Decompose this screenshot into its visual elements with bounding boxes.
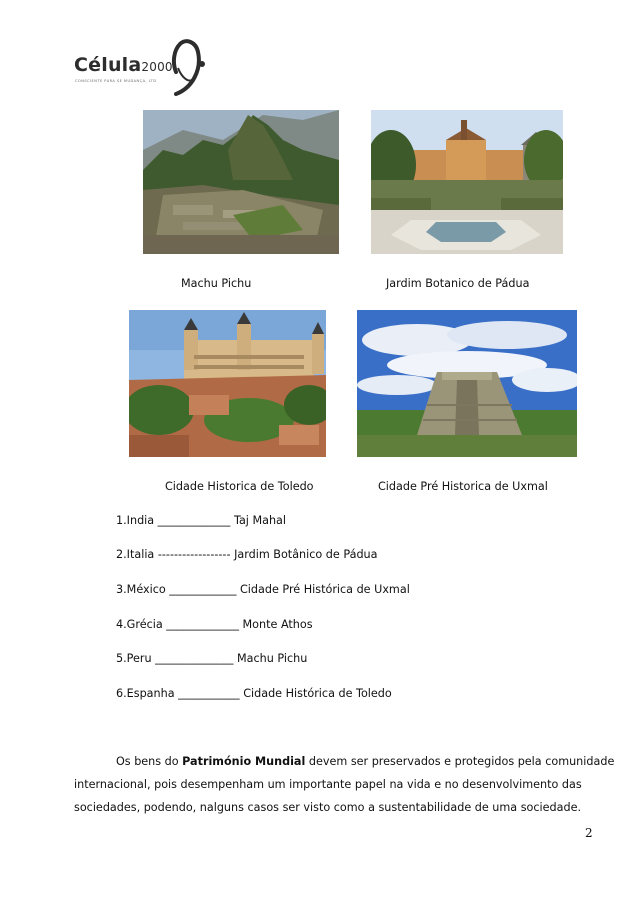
caption-uxmal: Cidade Pré Historica de Uxmal — [378, 480, 548, 493]
list-item: 2.Italia ------------------ Jardim Botânico de Pádua — [116, 548, 378, 561]
list-item: 3.México ____________ Cidade Pré Histórica de Uxmal — [116, 583, 410, 596]
logo-tagline: CONSCIENTE PARA SE MUDANÇA, LTD — [75, 79, 157, 83]
list-item: 5.Peru ______________ Machu Pichu — [116, 652, 308, 665]
list-item: 4.Grécia _____________ Monte Athos — [116, 618, 313, 631]
paragraph-bold-term: Património Mundial — [182, 755, 306, 768]
heritage-paragraph — [74, 750, 615, 819]
list-item: 1.India _____________ Taj Mahal — [116, 514, 287, 527]
caption-machu-pichu: Machu Pichu — [181, 277, 252, 290]
paragraph-line-2: internacional, pois desempenham um importante papel na vida e no desenvolvimento das — [74, 778, 582, 791]
list-item: 6.Espanha ___________ Cidade Histórica de Toledo — [116, 687, 392, 700]
machu-pichu-photo — [143, 110, 339, 254]
logo-wordmark: Célula2000 — [74, 54, 173, 76]
paragraph-line-1: Os bens do Património Mundial devem ser preservados e protegidos pela comunidade — [116, 755, 615, 768]
toledo-photo — [129, 310, 326, 457]
company-logo — [74, 38, 204, 96]
uxmal-photo — [357, 310, 577, 457]
page-number: 2 — [585, 826, 593, 840]
logo-swoosh-icon — [162, 38, 206, 96]
jardim-botanico-photo — [371, 110, 563, 254]
caption-jardim-botanico: Jardim Botanico de Pádua — [386, 277, 530, 290]
paragraph-line-3: sociedades, podendo, nalguns casos ser visto como a sustentabilidade de uma sociedade. — [74, 801, 582, 814]
caption-toledo: Cidade Historica de Toledo — [165, 480, 314, 493]
